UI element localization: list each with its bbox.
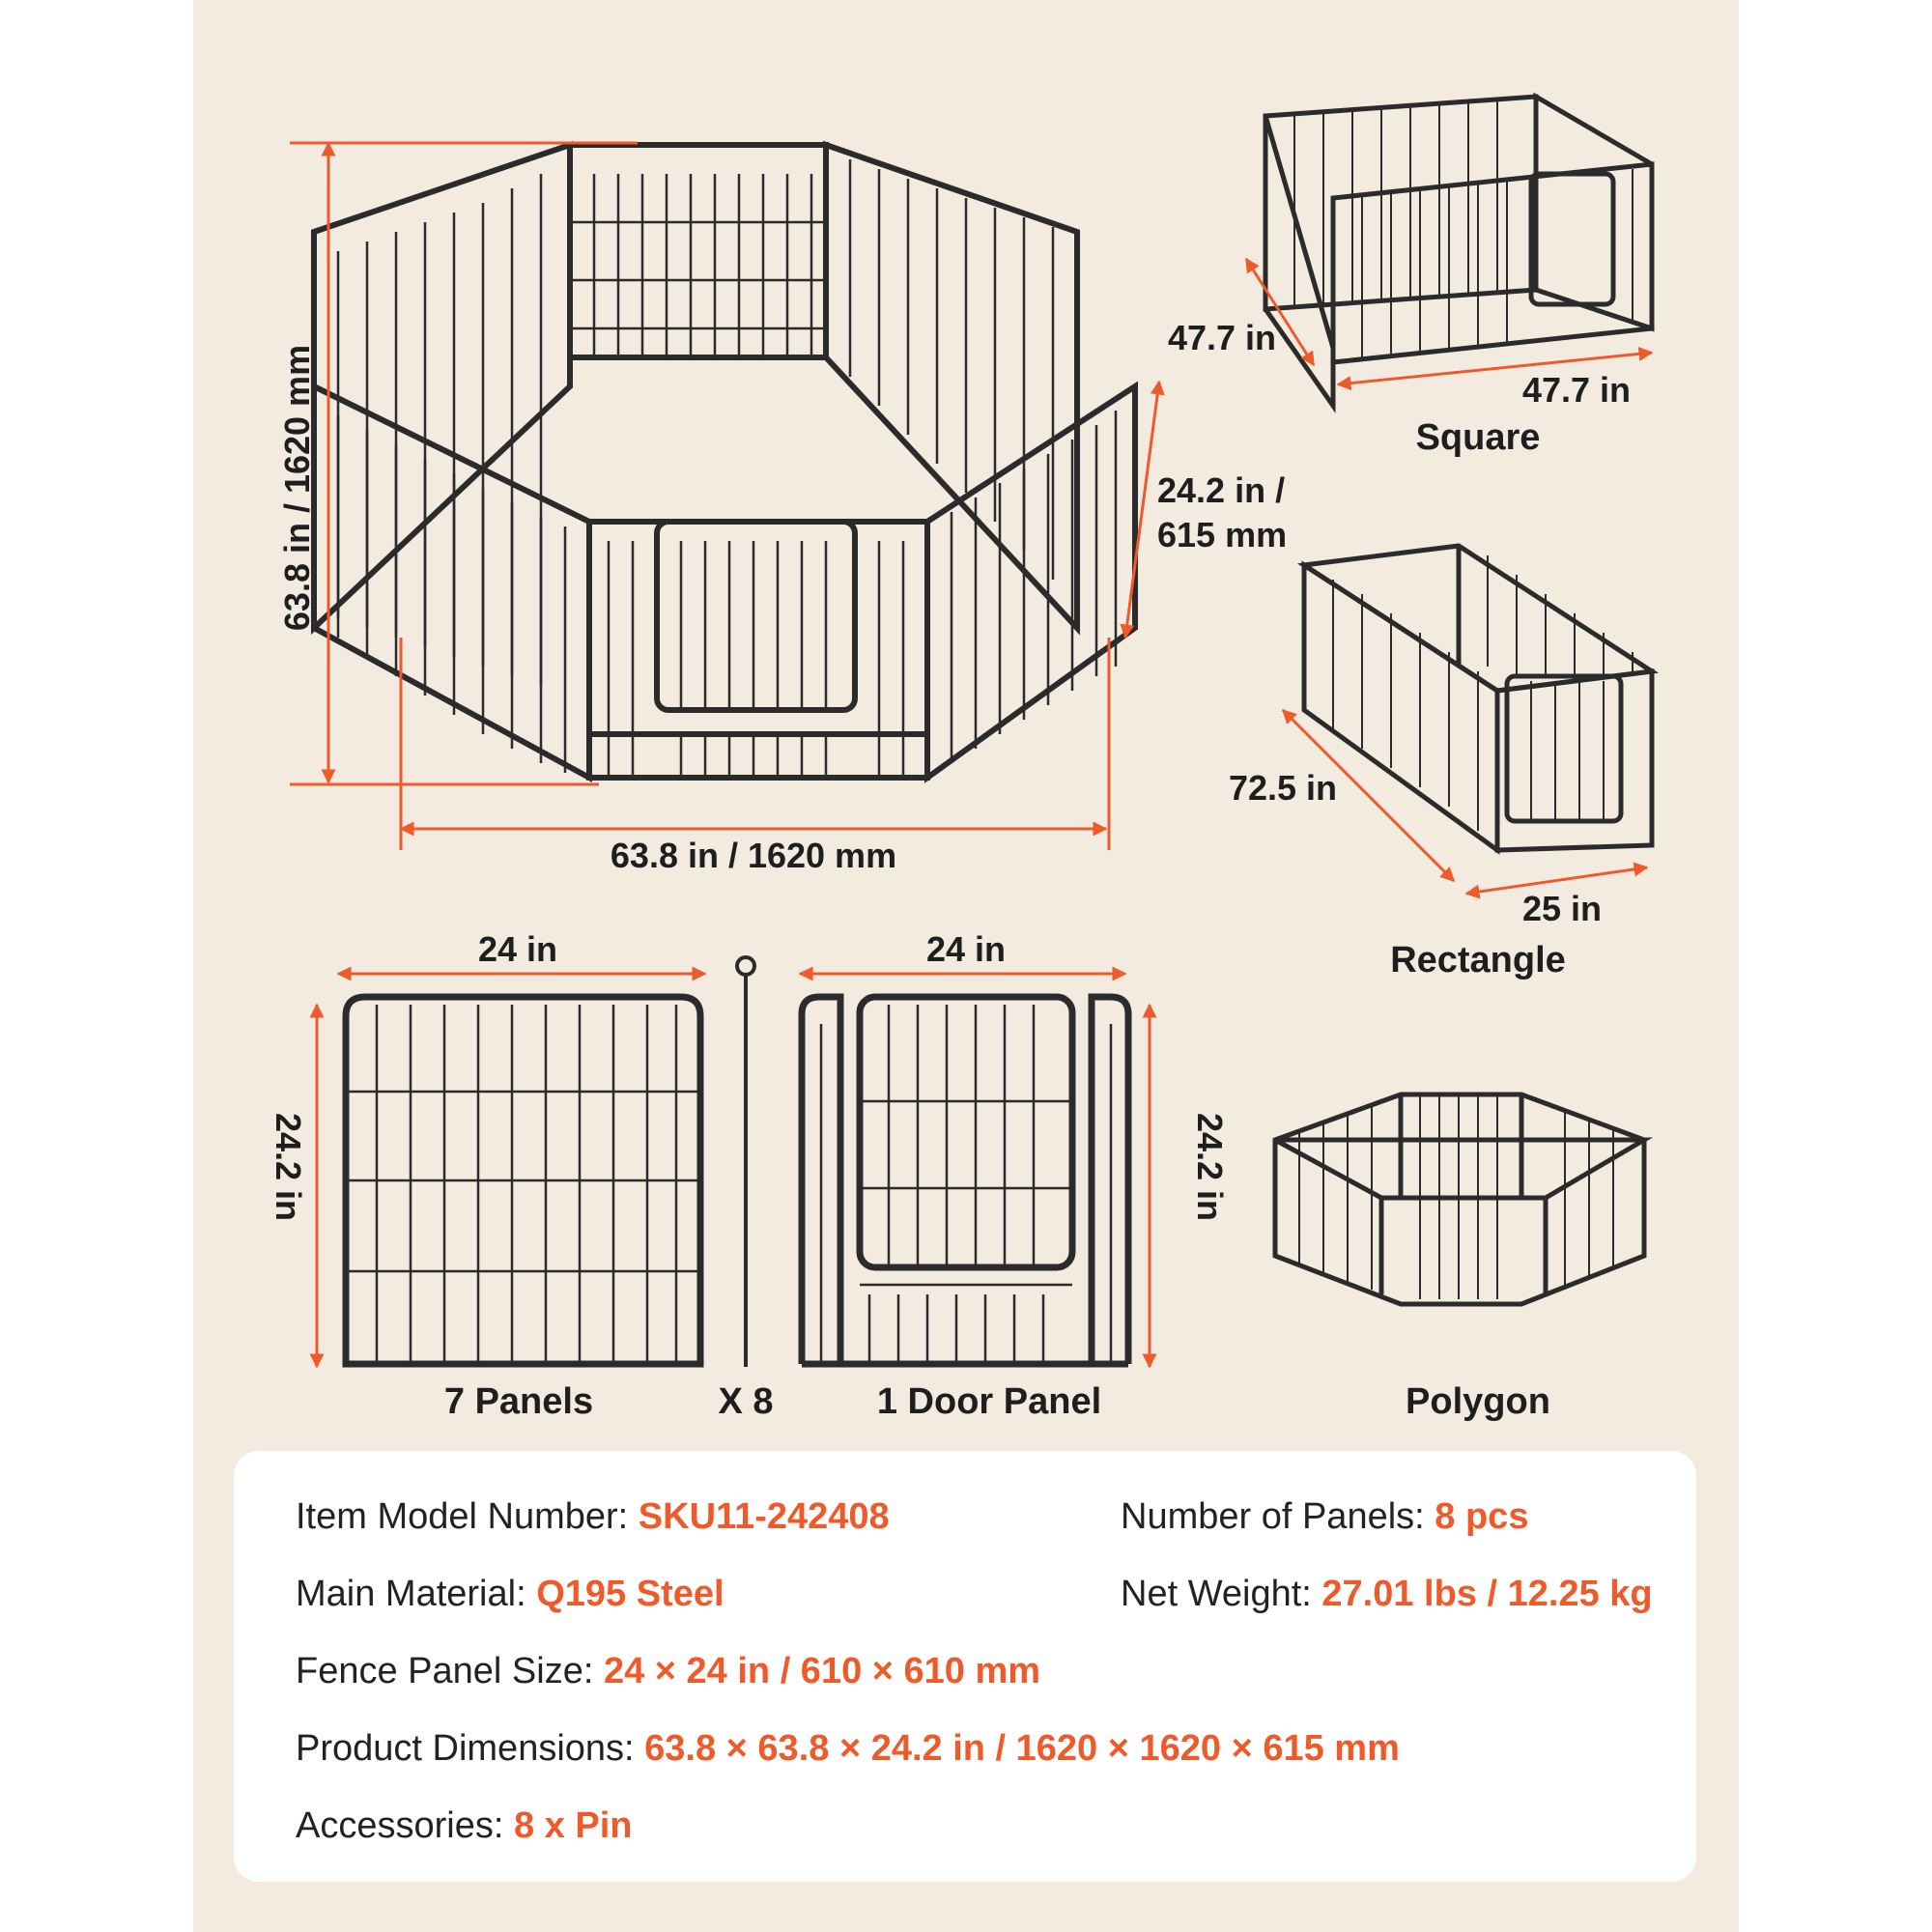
spec-model-label: Item Model Number:	[296, 1496, 629, 1537]
spec-dimensions	[296, 1727, 1400, 1770]
square-layout-mesh	[1294, 99, 1633, 359]
rectangle-layout-mesh	[1333, 555, 1633, 831]
rectangle-length-label: 72.5 in	[1228, 768, 1338, 808]
spec-weight	[1121, 1573, 1653, 1615]
main-dimension-lines	[290, 143, 1159, 850]
rectangle-width-label: 25 in	[1521, 889, 1603, 928]
spec-accessories-label: Accessories:	[296, 1805, 504, 1846]
square-depth-label: 47.7 in	[1167, 318, 1277, 357]
panel-width-label: 24 in	[477, 929, 558, 969]
spec-model-value: SKU11-242408	[638, 1496, 890, 1537]
pin-caption: X 8	[718, 1381, 774, 1422]
spec-dimensions-label: Product Dimensions:	[296, 1728, 635, 1769]
spec-weight-label: Net Weight:	[1121, 1574, 1312, 1614]
main-panel-height-line2: 615 mm	[1157, 515, 1288, 554]
spec-material-label: Main Material:	[296, 1574, 526, 1614]
square-width-label: 47.7 in	[1521, 370, 1632, 410]
spec-panel-size-value: 24 × 24 in / 610 × 610 mm	[603, 1651, 1041, 1691]
panel-caption: 7 Panels	[443, 1381, 594, 1422]
product-sheet	[193, 0, 1739, 1932]
door-caption: 1 Door Panel	[876, 1381, 1102, 1422]
main-panel-height-line1: 24.2 in /	[1157, 470, 1286, 510]
spec-panels-label: Number of Panels:	[1121, 1496, 1425, 1537]
main-width-label: 63.8 in / 1620 mm	[610, 836, 897, 875]
door-panel-illustration	[802, 997, 1128, 1364]
spec-panels-value: 8 pcs	[1435, 1496, 1529, 1537]
octagon-pen-mesh	[338, 159, 1116, 778]
rectangle-dimension-lines	[1283, 710, 1647, 894]
spec-panels	[1121, 1495, 1528, 1538]
single-panel-illustration	[346, 997, 700, 1364]
spec-weight-value: 27.01 lbs / 12.25 kg	[1321, 1574, 1653, 1614]
specifications-card	[234, 1451, 1696, 1882]
spec-panel-size	[296, 1650, 1040, 1692]
pin-illustration	[737, 957, 754, 1367]
spec-model	[296, 1495, 890, 1538]
door-width-label: 24 in	[925, 929, 1007, 969]
spec-dimensions-value: 63.8 × 63.8 × 24.2 in / 1620 × 1620 × 615 mm	[644, 1728, 1400, 1769]
square-caption: Square	[1415, 417, 1541, 458]
product-diagram	[193, 0, 1739, 1449]
spec-panel-size-label: Fence Panel Size:	[296, 1651, 594, 1691]
spec-accessories	[296, 1804, 632, 1847]
octagon-pen-illustration	[314, 145, 1135, 778]
polygon-caption: Polygon	[1406, 1381, 1550, 1422]
main-height-label: 63.8 in / 1620 mm	[277, 344, 317, 632]
door-height-label: 24.2 in	[1190, 1112, 1230, 1222]
spec-accessories-value: 8 x Pin	[513, 1805, 633, 1846]
panel-height-label: 24.2 in	[269, 1112, 308, 1222]
spec-material	[296, 1573, 724, 1615]
rectangle-caption: Rectangle	[1390, 940, 1566, 980]
spec-material-value: Q195 Steel	[536, 1574, 724, 1614]
